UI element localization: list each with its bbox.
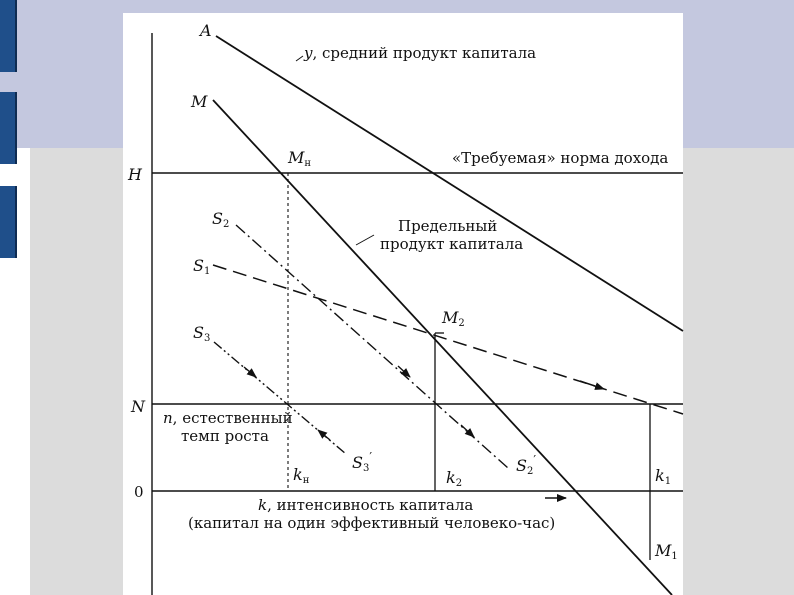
label-s3-sub: 3	[203, 333, 211, 344]
label-y-symbol: y	[304, 44, 313, 62]
label-h: H	[128, 165, 142, 184]
label-marginal-line2: продукт капитала	[380, 235, 524, 253]
s3-arrow-upper	[244, 367, 256, 377]
label-s3p-prime: ′	[369, 450, 373, 464]
s1-arrow	[580, 381, 604, 389]
label-m1-sub: 1	[671, 551, 678, 562]
label-average-product-text: , средний продукт капитала	[312, 44, 537, 62]
label-s2-prime	[516, 453, 536, 477]
label-zero: 0	[134, 483, 144, 501]
s2-arrow-lower	[461, 425, 474, 437]
label-m1-main: M	[655, 541, 672, 560]
label-k2-main: k	[446, 468, 456, 487]
label-m2-main: M	[442, 308, 459, 327]
label-k2	[446, 468, 462, 489]
label-s3-prime	[352, 450, 372, 474]
label-a: A	[200, 21, 212, 40]
label-m2	[441, 308, 465, 329]
label-required-rate: «Требуемая» норма дохода	[452, 149, 669, 167]
label-s2p-main: S	[516, 456, 527, 475]
label-k1-main: k	[655, 466, 665, 485]
label-natural-growth-text: , естественный	[172, 409, 293, 427]
label-kh-main: k	[293, 465, 303, 484]
label-mh-main: M	[288, 148, 305, 167]
label-s2p-prime: ′	[533, 453, 537, 467]
label-s3p-main: S	[352, 453, 363, 472]
label-s2	[212, 209, 229, 230]
label-k1-sub: 1	[664, 476, 672, 487]
marginal-label-leader	[356, 235, 374, 245]
label-s3p-sub: 3	[362, 463, 370, 474]
s3-arrow-lower	[318, 430, 330, 440]
average-product-line	[216, 36, 683, 331]
y-label-leader	[296, 56, 303, 61]
label-marginal-line1: Предельный	[398, 217, 498, 235]
label-s2-sub: 2	[222, 219, 230, 230]
label-s2-main: S	[212, 209, 223, 228]
label-kh	[293, 465, 310, 486]
label-k2-sub: 2	[455, 478, 463, 489]
label-capital-intensity-text: , интенсивность капитала	[267, 496, 474, 514]
label-capital-intensity	[258, 496, 473, 514]
label-capital-intensity-line2: (капитал на один эффективный человеко-час)	[188, 514, 556, 532]
label-mh	[287, 148, 311, 169]
label-natural-growth-line2: темп роста	[181, 427, 269, 445]
label-m2-sub: 2	[458, 318, 465, 329]
label-s3	[193, 323, 210, 344]
label-kh-sub: н	[302, 475, 310, 486]
label-n-symbol: n	[163, 409, 173, 427]
label-mh-sub: н	[304, 158, 312, 169]
label-k-symbol: k	[258, 496, 268, 514]
label-s1-main: S	[193, 256, 204, 275]
label-k1	[655, 466, 671, 487]
label-s1-sub: 1	[203, 266, 211, 277]
label-n: N	[131, 397, 145, 416]
label-m1	[654, 541, 678, 562]
label-m: M	[191, 92, 208, 111]
label-s1	[193, 256, 210, 277]
label-natural-growth-line1	[163, 409, 293, 427]
label-s3-main: S	[193, 323, 204, 342]
label-s2p-sub: 2	[526, 466, 534, 477]
label-average-product	[303, 44, 536, 62]
